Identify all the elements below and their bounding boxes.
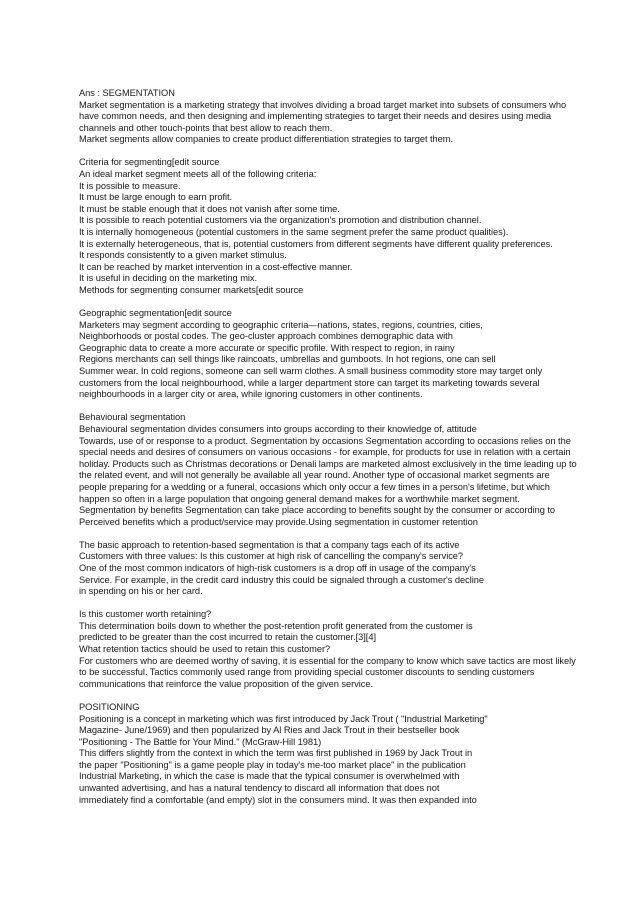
text-line: Segmentation by benefits Segmentation can take place according to benefits sought by the consumer or according to — [79, 505, 556, 516]
text-line: POSITIONING — [79, 701, 140, 712]
text-line: in spending on his or her card. — [79, 586, 203, 597]
text-line: Geographic segmentation[edit source — [79, 308, 232, 319]
text-line: Market segmentation is a marketing strategy that involves dividing a broad target market into subsets of consumers who — [79, 99, 567, 110]
text-line: channels and other touch-points that best allow to reach them. — [79, 122, 333, 133]
text-line: immediately find a comfortable (and empty) slot in the consumers mind. It was then expanded into — [79, 794, 477, 805]
text-line: communications that reinforce the value proposition of the given service. — [79, 678, 374, 689]
document-page — [79, 88, 579, 818]
text-line: Neighborhoods or postal codes. The geo-cluster approach combines demographic data with — [79, 331, 453, 342]
text-line: Behavioural segmentation divides consumers into groups according to their knowledge of, attitude — [79, 423, 477, 434]
text-line: Perceived benefits which a product/service may provide.Using segmentation in customer retention — [79, 516, 478, 527]
text-line: An ideal market segment meets all of the following criteria: — [79, 169, 317, 180]
text-line: Behavioural segmentation — [79, 412, 186, 423]
text-line: It must be stable enough that it does not vanish after some time. — [79, 203, 340, 214]
text-line: One of the most common indicators of high-risk customers is a drop off in usage of the company's — [79, 562, 476, 573]
text-line: Geographic data to create a more accurate or specific profile. With respect to region, in rainy — [79, 342, 455, 353]
text-line: This determination boils down to whether the post-retention profit generated from the customer is — [79, 620, 473, 631]
text-line: It must be large enough to earn profit. — [79, 192, 233, 203]
text-line: have common needs, and then designing and implementing strategies to target their needs and desires using media — [79, 111, 551, 122]
text-line: the paper "Positioning" is a game people play in today's me-too market place" in the publication — [79, 759, 466, 770]
text-line: happen so often in a large population that ongoing general demand makes for a worthwhile market segment. — [79, 493, 520, 504]
text-line: unwanted advertising, and has a natural tendency to discard all information that does not — [79, 783, 440, 794]
paragraph — [79, 702, 579, 806]
paragraph — [79, 412, 579, 528]
text-line: It can be reached by market intervention in a cost-effective manner. — [79, 261, 353, 272]
text-line: Industrial Marketing, in which the case is made that the typical consumer is overwhelmed with — [79, 771, 460, 782]
paragraph — [79, 157, 579, 296]
text-line: to be successful. Tactics commonly used range from providing special customer discounts to sending customers — [79, 667, 535, 678]
text-line: Methods for segmenting consumer markets[edit source — [79, 285, 304, 295]
text-line: Is this customer worth retaining? — [79, 609, 212, 620]
text-line: This differs slightly from the context in which the term was first published in 1969 by Jack Trout in — [79, 748, 473, 759]
text-line: Towards, use of or response to a product. Segmentation by occasions Segmentation according to occasions relies on the — [79, 435, 571, 446]
text-line: Criteria for segmenting[edit source — [79, 157, 220, 168]
text-line: The basic approach to retention-based segmentation is that a company tags each of its active — [79, 539, 460, 550]
text-line: It is possible to measure. — [79, 180, 181, 191]
text-line: neighbourhoods in a larger city or area, while ignoring customers in other continents. — [79, 389, 423, 400]
text-line: Positioning is a concept in marketing which was first introduced by Jack Trout ( "Industrial Marketing" — [79, 713, 488, 724]
text-line: Customers with three values: Is this customer at high risk of cancelling the company's service? — [79, 551, 464, 562]
text-line: It is possible to reach potential customers via the organization's promotion and distribution channel. — [79, 215, 482, 226]
text-line: the related event, and will not generally be available all year round. Another type of occasional market segments are — [79, 470, 550, 481]
text-line: "Positioning - The Battle for Your Mind." (McGraw-Hill 1981) — [79, 736, 322, 747]
text-line: predicted to be greater than the cost incurred to retain the customer.[3][4] — [79, 632, 376, 643]
text-line: holiday. Products such as Christmas decorations or Denali lamps are marketed almost exclusively in the time leading up to — [79, 458, 577, 469]
text-line: customers from the local neighbourhood, while a larger department store can target its marketing towards several — [79, 377, 540, 388]
text-line: Ans : SEGMENTATION — [79, 88, 175, 98]
paragraph — [79, 540, 579, 598]
paragraph — [79, 308, 579, 401]
text-line: What retention tactics should be used to retain this customer? — [79, 644, 331, 655]
text-line: Marketers may segment according to geographic criteria—nations, states, regions, countries, cities, — [79, 319, 483, 330]
text-line: Service. For example, in the credit card industry this could be signaled through a customer's decline — [79, 574, 484, 585]
text-line: special needs and desires of consumers on various occasions - for example, for products for use in relation with a certain — [79, 447, 571, 458]
text-line: It is internally homogeneous (potential customers in the same segment prefer the same product qualities). — [79, 227, 509, 238]
text-line: Market segments allow companies to create product differentiation strategies to target them. — [79, 134, 454, 145]
text-line: Magazine- June/1969) and then popularized by Al Ries and Jack Trout in their bestseller book — [79, 725, 460, 736]
text-line: Regions merchants can sell things like raincoats, umbrellas and gumboots. In hot regions, one can sell — [79, 354, 496, 365]
paragraph — [79, 609, 579, 690]
paragraph — [79, 88, 579, 146]
text-line: It is externally heterogeneous, that is, potential customers from different segments have different quality preferences. — [79, 238, 553, 249]
text-line: For customers who are deemed worthy of saving, it is essential for the company to know which save tactics are most likely — [79, 655, 576, 666]
text-line: It is useful in deciding on the marketing mix. — [79, 273, 258, 284]
text-line: It responds consistently to a given market stimulus. — [79, 250, 287, 261]
text-line: people preparing for a wedding or a funeral, occasions which only occur a few times in a person's lifetime, but which — [79, 481, 550, 492]
text-line: Summer wear. In cold regions, someone can sell warm clothes. A small business commodity store may target only — [79, 366, 543, 377]
